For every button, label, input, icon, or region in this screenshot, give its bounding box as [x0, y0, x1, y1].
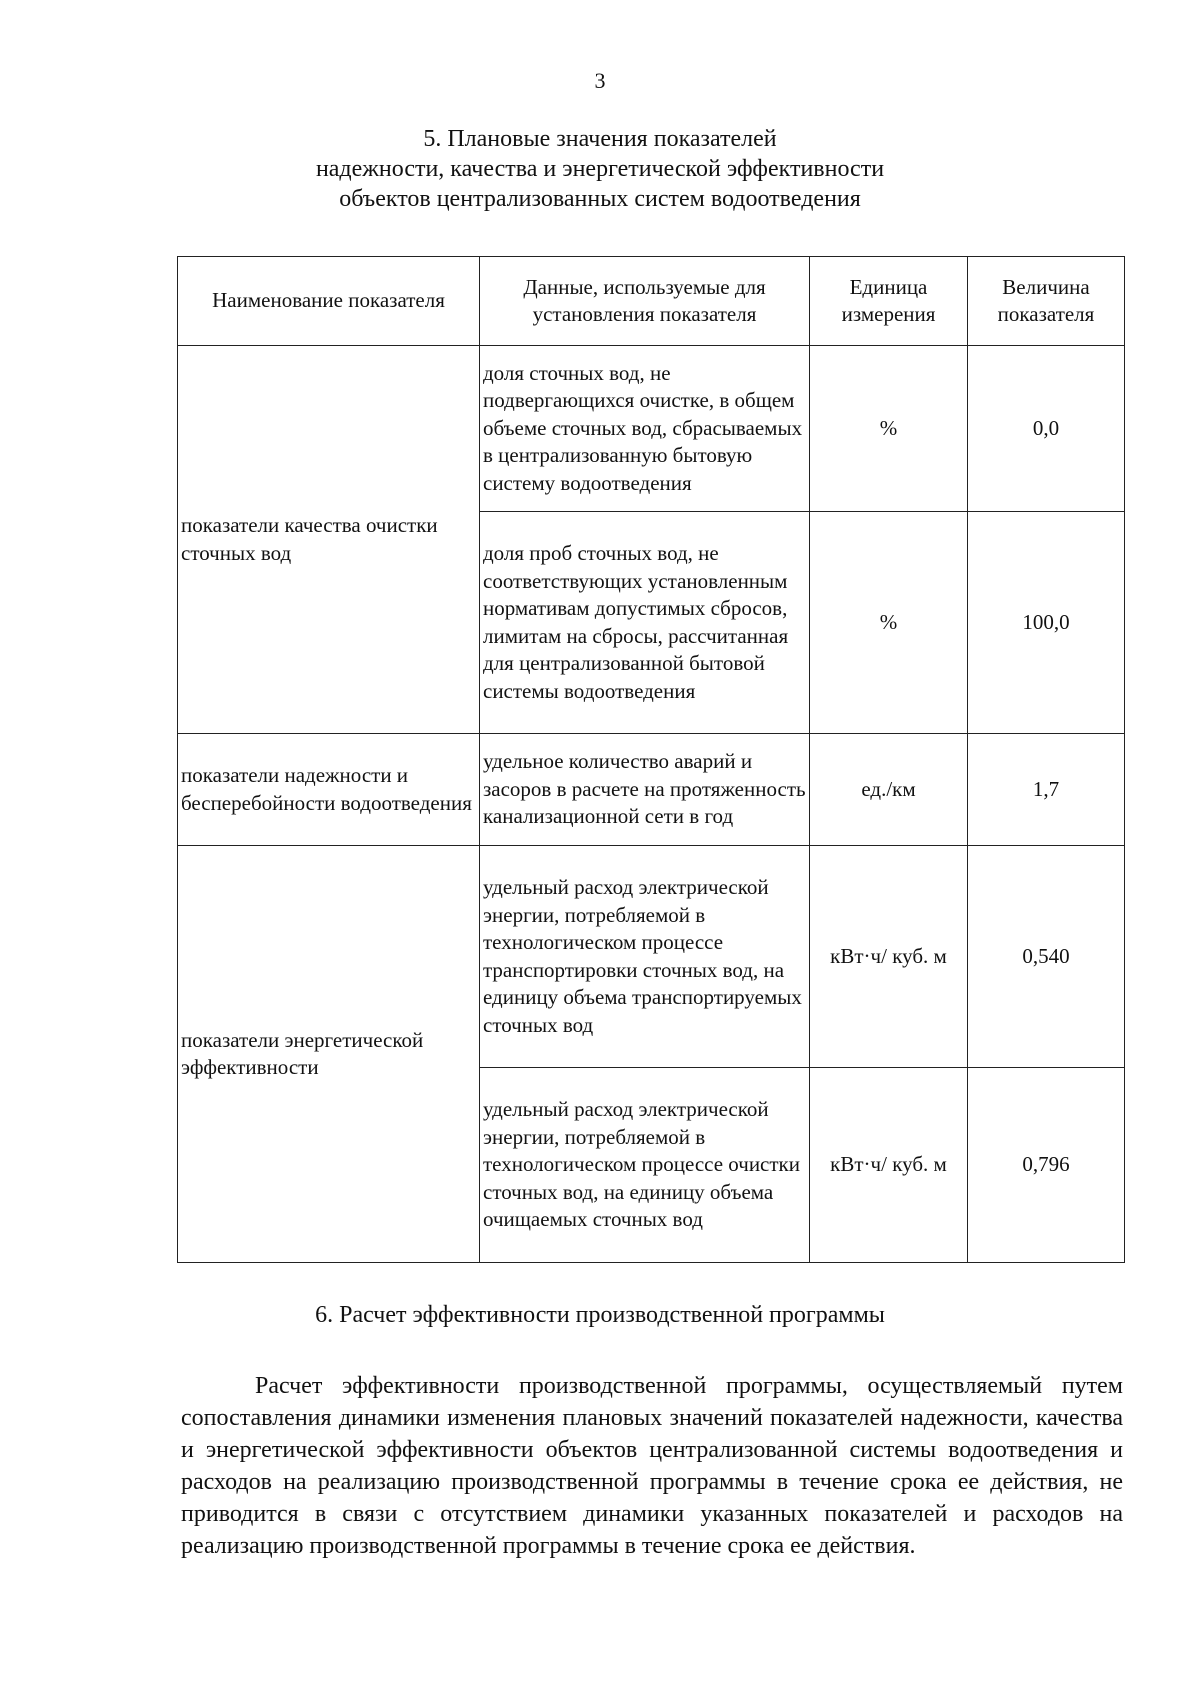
section-5-title-line: надежности, качества и энергетической эффективности [315, 156, 885, 182]
page-number: 3 [594, 68, 606, 93]
header-value: Величина показателя [968, 257, 1125, 346]
table-row [178, 346, 1125, 512]
indicator-data-cell: удельное количество аварий и засоров в расчете на протяженность канализационной сети в год [480, 734, 810, 846]
indicator-unit-cell: кВт·ч/ куб. м [810, 1068, 968, 1263]
indicator-data-cell: доля сточных вод, не подвергающихся очистке, в общем объеме сточных вод, сбрасываемых в централизованную бытовую систему водоотведения [480, 346, 810, 512]
indicator-value-cell: 100,0 [968, 512, 1125, 734]
section-5-title [0, 124, 1200, 214]
header-source-data: Данные, используемые для установления показателя [480, 257, 810, 346]
indicator-value-cell: 1,7 [968, 734, 1125, 846]
indicator-value-cell: 0,796 [968, 1068, 1125, 1263]
indicator-unit-cell: % [810, 346, 968, 512]
table-header-row [178, 257, 1125, 346]
indicator-unit-cell: % [810, 512, 968, 734]
header-indicator-name: Наименование показателя [178, 257, 480, 346]
indicator-value-cell: 0,0 [968, 346, 1125, 512]
indicator-group-name: показатели энергетической эффективности [178, 846, 480, 1263]
section-5-title-line: объектов централизованных систем водоотведения [339, 186, 861, 212]
indicator-group-name: показатели надежности и бесперебойности водоотведения [178, 734, 480, 846]
indicator-value-cell: 0,540 [968, 846, 1125, 1068]
section-6-title: 6. Расчет эффективности производственной программы [315, 1302, 885, 1328]
indicator-data-cell: удельный расход электрической энергии, потребляемой в технологическом процессе очистки сточных вод, на единицу объема очищаемых сточных вод [480, 1068, 810, 1263]
indicator-data-cell: доля проб сточных вод, не соответствующих установленным нормативам допустимых сбросов, лимитам на сбросы, рассчитанная для централизованной бытовой системы водоотведения [480, 512, 810, 734]
table-row [178, 734, 1125, 846]
indicator-unit-cell: кВт·ч/ куб. м [810, 846, 968, 1068]
section-5-title-line: 5. Плановые значения показателей [423, 126, 777, 152]
table-row [178, 846, 1125, 1068]
indicator-data-cell: удельный расход электрической энергии, потребляемой в технологическом процессе транспортировки сточных вод, на единицу объема транспортируемых сточных вод [480, 846, 810, 1068]
section-6-paragraph: Расчет эффективности производственной программы, осуществляемый путем сопоставления динамики изменения плановых значений показателей надежности, качества и энергетической эффективности объектов централизованной системы водоотведения и расходов на реализацию производственной программы в течение срока ее действия, не приводится в связи с отсутствием динамики указанных показателей и расходов на реализацию производственной программы в течение срока ее действия. [181, 1373, 1123, 1559]
header-unit: Единица измерения [810, 257, 968, 346]
indicator-unit-cell: ед./км [810, 734, 968, 846]
indicator-group-name: показатели качества очистки сточных вод [178, 346, 480, 734]
indicators-table [177, 256, 1125, 1263]
